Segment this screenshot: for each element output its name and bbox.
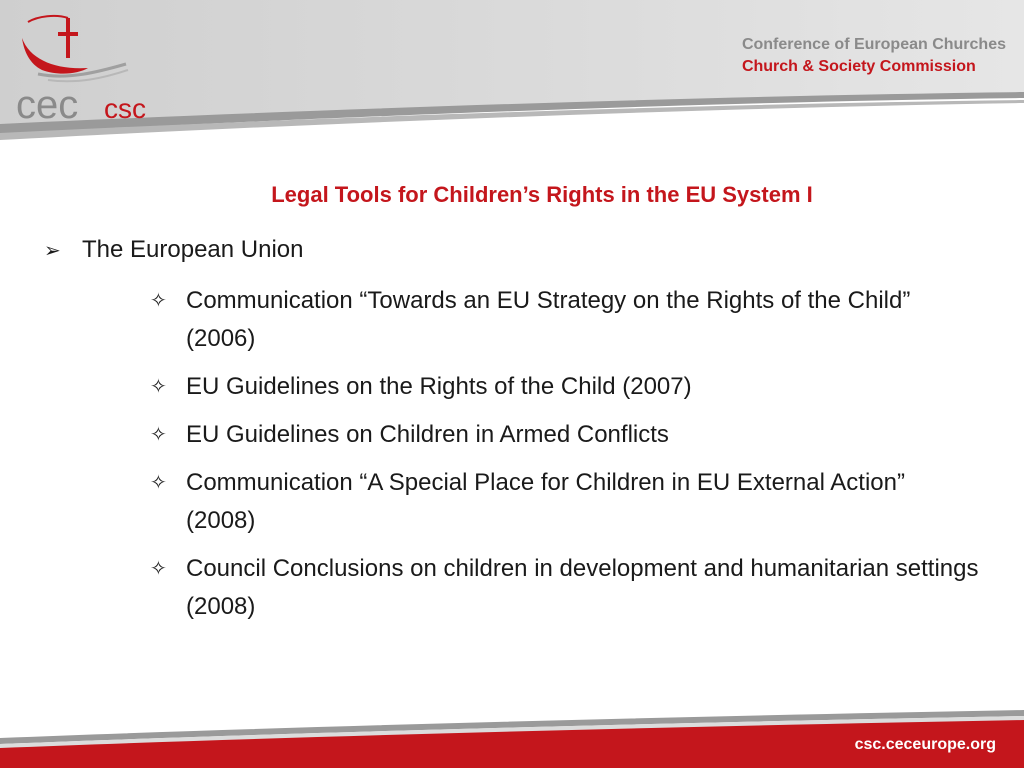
star-bullet-icon: ✧ (150, 558, 167, 580)
footer-band (0, 698, 1024, 768)
list-item: ✧ Communication “Towards an EU Strategy on the Rights of the Child” (2006) (150, 282, 980, 358)
star-bullet-icon: ✧ (150, 472, 167, 494)
star-bullet-icon: ✧ (150, 290, 167, 312)
svg-text:csc: csc (104, 93, 146, 124)
website-link[interactable]: csc.ceceurope.org (854, 736, 996, 753)
organization-name: Conference of European Churches (741, 36, 1006, 53)
commission-name: Church & Society Commission (741, 58, 976, 75)
organization-block (742, 34, 1006, 78)
list-item: ✧ Council Conclusions on children in development and humanitarian settings (2008) (150, 550, 980, 626)
list-item: ✧ Communication “A Special Place for Children in EU External Action” (2008) (150, 464, 980, 540)
slide-title: Legal Tools for Children’s Rights in the EU System I (271, 182, 813, 207)
list-item: ✧ EU Guidelines on Children in Armed Conflicts (150, 416, 980, 454)
arrow-bullet-icon: ➢ (44, 240, 61, 262)
main-bullet-text: The European Union (82, 236, 304, 263)
svg-text:cec: cec (16, 83, 79, 127)
star-bullet-icon: ✧ (150, 424, 167, 446)
main-bullet (44, 236, 303, 264)
boat-cross-icon (22, 16, 128, 81)
list-item: ✧ EU Guidelines on the Rights of the Child (2007) (150, 368, 980, 406)
cec-csc-logo (8, 8, 168, 128)
star-bullet-icon: ✧ (150, 376, 167, 398)
sub-bullet-list (150, 282, 980, 636)
